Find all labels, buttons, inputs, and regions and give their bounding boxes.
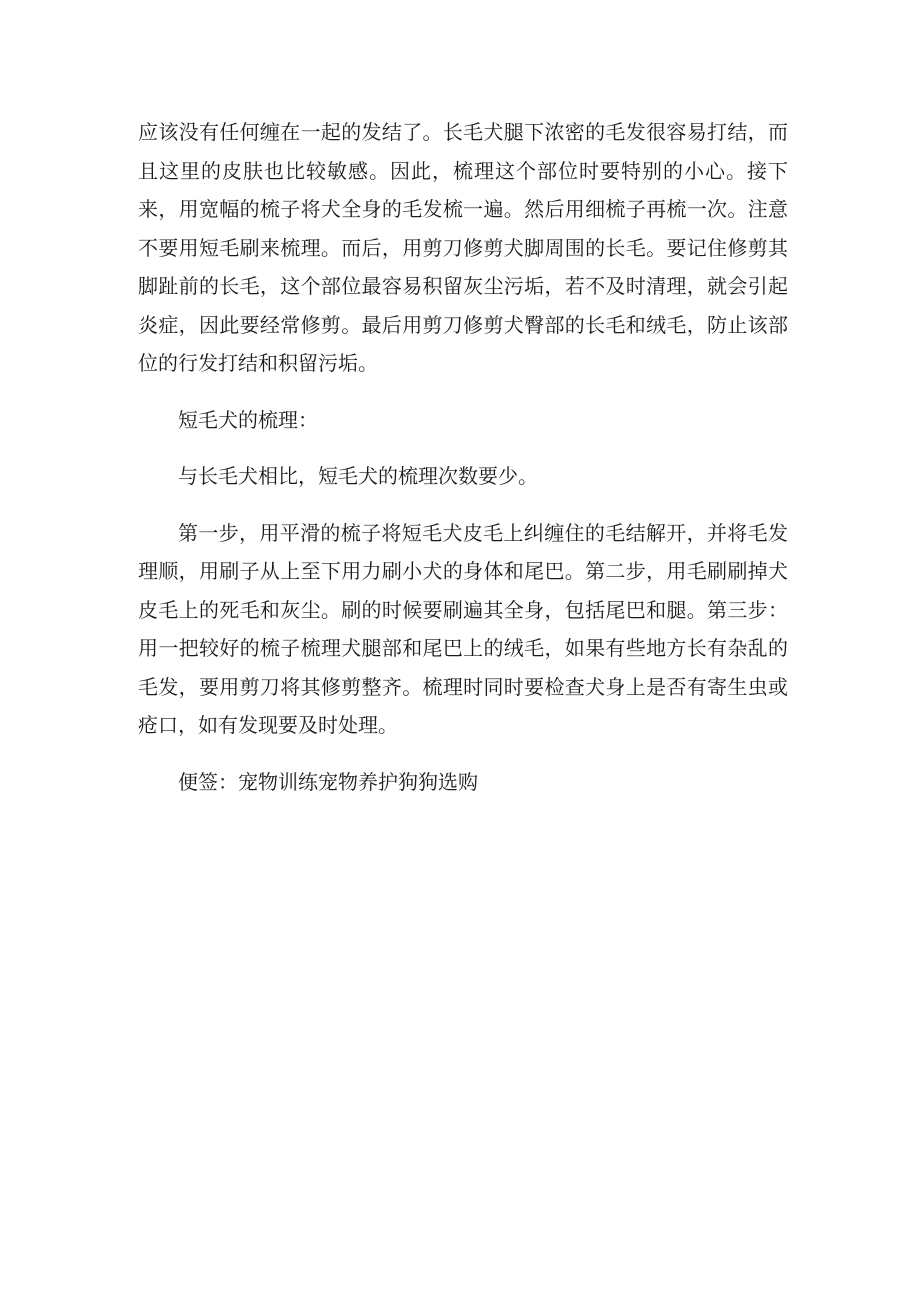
tags-note: 便签：宠物训练宠物养护狗狗选购 (178, 769, 478, 794)
paragraph-short-hair-intro: 与长毛犬相比，短毛犬的梳理次数要少。 (178, 464, 538, 488)
paragraph-long-hair-grooming: 应该没有任何缠在一起的发结了。长毛犬腿下浓密的毛发很容易打结，而且这里的皮肤也比较敏感。因此，梳理这个部位时要特别的小心。接下来，用宽幅的梳子将犬全身的毛发梳一遍。然后用细梳子再梳一次。注意不要用短毛刷来梳理。而后，用剪刀修剪犬脚周围的长毛。要记住修剪其脚趾前的长毛，这个部位最容易积留灰尘污垢，若不及时清理，就会引起炎症，因此要经常修剪。最后用剪刀修剪犬臀部的长毛和绒毛，防止该部位的行发打结和积留污垢。 (138, 120, 788, 375)
section-heading-short-hair: 短毛犬的梳理： (178, 407, 318, 432)
paragraph-short-hair-steps: 第一步，用平滑的梳子将短毛犬皮毛上纠缠住的毛结解开，并将毛发理顺，用刷子从上至下用力刷小犬的身体和尾巴。第二步，用毛刷刷掉犬皮毛上的死毛和灰尘。刷的时候要刷遍其全身，包括尾巴和腿。第三步：用一把较好的梳子梳理犬腿部和尾巴上的绒毛，如果有些地方长有杂乱的毛发，要用剪刀将其修剪整齐。梳理时同时要检查犬身上是否有寄生虫或疮口，如有发现要及时处理。 (138, 520, 788, 737)
document-body (138, 113, 788, 801)
